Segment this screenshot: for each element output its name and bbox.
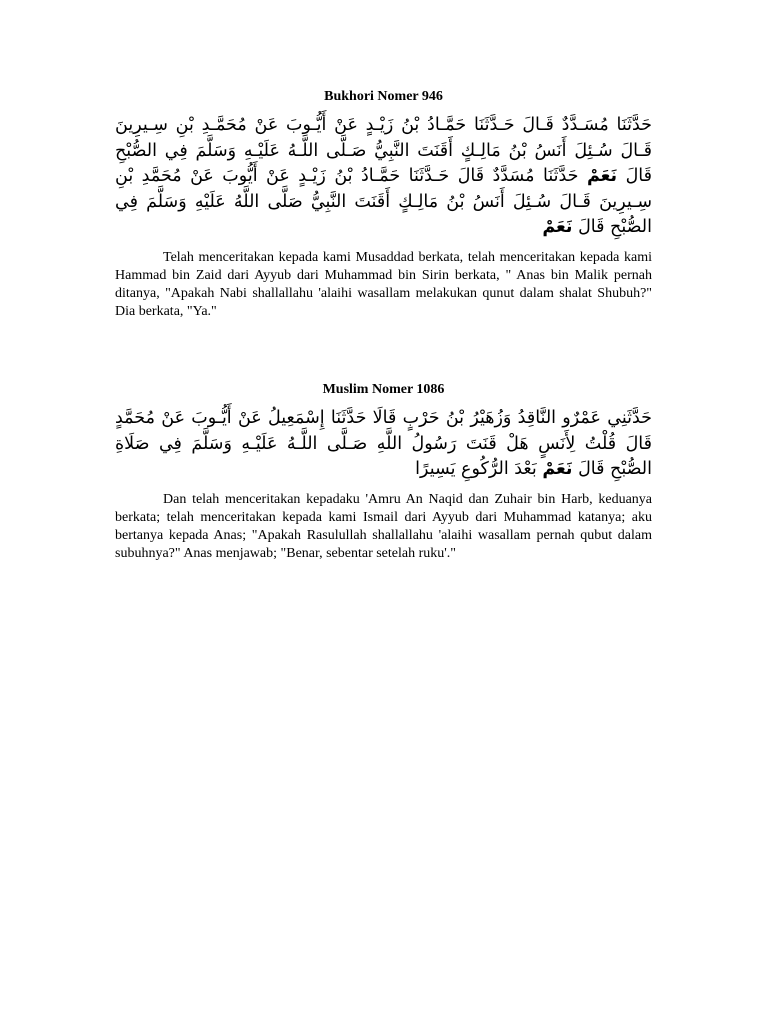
hadith-title: Muslim Nomer 1086 [322, 382, 445, 397]
hadith-section-muslim [115, 381, 652, 563]
hadith-section-bukhori [115, 88, 652, 321]
translation-text: Telah menceritakan kepada kami Musaddad berkata, telah menceritakan kepada kami Hammad bin Zaid dari Ayyub dari Muhammad bin Sirin berkata, " Anas bin Malik pernah ditanya, "Apakah Nabi shallallahu 'alaihi wasallam melakukan qunut dalam shalat Shubuh?" Dia berkata, "Ya." [115, 249, 652, 319]
arabic-segment: بَعْدَ الرُّكُوعِ يَسِيرًا [415, 459, 543, 480]
arabic-segment: حَدَّثَنَا مُسَدَّدٌ قَالَ حَـدَّثَنَا حَمَّـادُ بْنُ زَيْـدٍ عَنْ أَيُّوبَ عَنْ مُحَمَّدِ بْنِ سِـيرِينَ قَـالَ سُـئِلَ أَنَسُ بْنُ مَالِـكٍ أَقَنَتَ النَّبِيُّ صَلَّى اللَّهُ عَلَيْهِ وَسَلَّمَ فِي الصُّبْحِ قَالَ [115, 166, 652, 238]
arabic-segment-bold: نَعَمْ [542, 459, 573, 480]
arabic-segment: حَدَّثَنِي عَمْرٌو النَّاقِدُ وَزُهَيْرُ بْنُ حَرْبٍ قَالَا حَدَّثَنَا إِسْمَعِيلُ عَنْ أَيُّـوبَ عَنْ مُحَمَّدٍ قَالَ قُلْتُ لِأَنَسٍ هَلْ قَنَتَ رَسُولُ اللَّهِ صَـلَّى اللَّـهُ عَلَيْـهِ وَسَلَّمَ فِي صَلَاةِ الصُّبْحِ قَالَ [115, 408, 652, 480]
arabic-text [115, 113, 652, 241]
hadith-title: Bukhori Nomer 946 [324, 89, 443, 104]
arabic-segment-bold: نَعَمْ [586, 166, 618, 187]
arabic-segment-bold: نَعَمْ [542, 217, 573, 238]
arabic-segment: حَدَّثَنَا مُسَـدَّدٌ قَـالَ حَـدَّثَنَا حَمَّـادُ بْنُ زَيْـدٍ عَنْ أَيُّـوبَ عَنْ مُحَمَّـدِ بْنِ سِـيرِينَ قَـالَ سُـئِلَ أَنَسُ بْنُ مَالِـكٍ أَقَنَتَ النَّبِيُّ صَـلَّى اللَّـهُ عَلَيْـهِ وَسَلَّمَ فِي الصُّبْحِ قَالَ [115, 115, 652, 187]
translation-text: Dan telah menceritakan kepadaku 'Amru An Naqid dan Zuhair bin Harb, keduanya berkata; telah menceritakan kepada kami Ismail dari Ayyub dari Muhammad katanya; aku bertanya kepada Anas; "Apakah Rasulullah shallallahu 'alaihi wasallam pernah qubut dalam subuhnya?" Anas menjawab; "Benar, sebentar setelah ruku'." [115, 491, 652, 561]
arabic-text [115, 406, 652, 483]
